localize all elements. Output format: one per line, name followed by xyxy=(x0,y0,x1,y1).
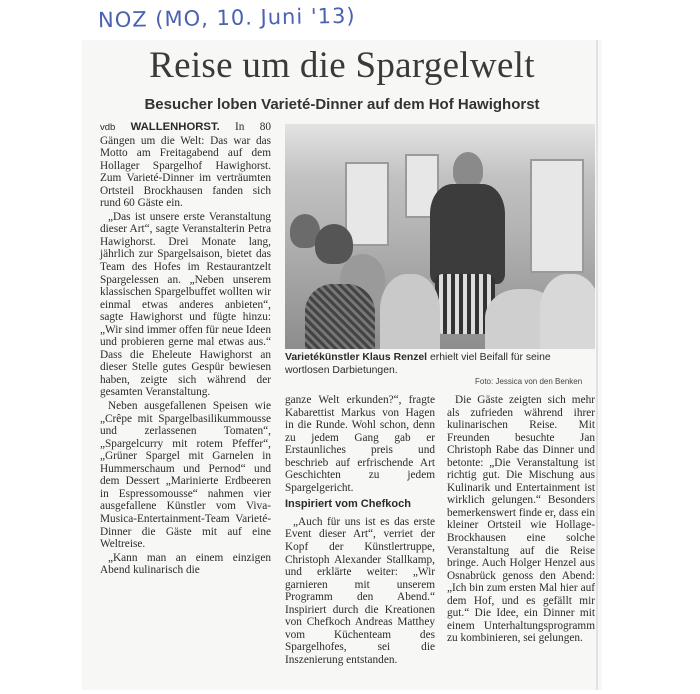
section-subheading: Inspiriert vom Chefkoch xyxy=(285,498,411,511)
lead-paragraph xyxy=(100,121,271,210)
photo-performer-head xyxy=(453,152,483,188)
handwritten-source-note: NOZ (MO, 10. Juni '13) xyxy=(97,3,356,33)
caption-text: erhielt viel Beifall für seine wortlosen Darbietungen. xyxy=(285,352,551,376)
photo-guest xyxy=(380,274,440,349)
paragraph: Die Gäste zeigten sich mehr als zufrieden während ihrer kulinarischen Reise. Mit Freunden besuchte Jan Christoph Rabe das Dinner und betonte: „Die Veranstaltung ist richtig gut. Die Mischung aus Kulinarik und Entertainment ist wirklich gelungen.“ Besonders bemerkenswert finde er, dass ein kleiner Ortsteil wie Hollage-Brockhausen eine solche Veranstaltung auf die Reise bringe. Auch Holger Henzel aus Osnabrück genoss den Abend: „Ich bin zum ersten Mal hier auf dem Hof, und es gefällt mir gut.“ Die Idee, ein Dinner mit einem Unterhaltungsprogramm zu kombinieren, sei gelungen. xyxy=(447,394,595,645)
photo-performer-body xyxy=(430,184,505,284)
city-dateline: WALLENHORST. xyxy=(130,121,220,133)
paragraph: Neben ausgefallenen Speisen wie „Crêpe mit Spargelbasilikummousse und zerlassenen Tomaten“, „Spargelcurry mit rotem Pfeffer“, „Grüner Spargel mit Garnelen in Hummerschaum und Pernod“ und dem Dessert „Marinierte Erdbeeren in Espressomousse“ nahmen vier ausgefallene Künstler vom Viva-Musica-Entertainment-Team Varieté-Dinner die Gäste mit auf eine Weltreise. xyxy=(100,400,271,551)
paragraph: „Das ist unsere erste Veranstaltung dieser Art“, sagte Veranstalterin Petra Hawighorst. Drei Monate lang, jährlich zur Spargelsaison, bietet das Team des Hofes im Restaurantzelt Spargelessen an. „Neben unserem klassischen Spargelbuffet wollten wir einmal etwas anderes anbieten“, sagte Hawighorst und fügte hinzu: „Wir sind immer offen für neue Ideen und probieren gerne mal etwas aus.“ Dass die Eheleute Hawighorst an dieser Stelle gutes Gespür bewiesen haben, zeigte sich während der gesamten Veranstaltung. xyxy=(100,210,271,399)
article-column-3 xyxy=(447,394,595,646)
paragraph: ganze Welt erkunden?“, fragte Kabarettist Markus von Hagen in die Runde. Wohl schon, denn zu jedem Gang gab er Erstaunliches preis und beschrieb auf erfrischende Art Geschichten zu jedem Spargelgericht. xyxy=(285,394,435,494)
article-column-2 xyxy=(285,394,435,667)
article-photo xyxy=(285,124,595,349)
article-headline: Reise um die Spargelwelt xyxy=(149,45,535,86)
lead-text: In 80 Gängen um die Welt: Das war das Motto am Freitagabend auf dem Hollager Spargelhof Hawighorst. Zum Varieté-Dinner im verträumten Ortsteil Brockhausen fanden sich rund 60 Gäste ein. xyxy=(100,121,271,210)
paragraph: „Auch für uns ist es das erste Event dieser Art“, verriet der Kopf der Künstlertruppe, Christoph Alexander Stallkamp, und erklärte weiter: „Wir garnieren mit unserem Programm den Abend.“ Inspiriert durch die Kreationen von Chefkoch Andreas Matthey vom Küchenteam des Spargelhofes, sei die Inszenierung entstanden. xyxy=(285,515,435,666)
photo-window xyxy=(530,159,584,273)
photo-window xyxy=(345,162,389,246)
paragraph: „Kann man an einem einzigen Abend kulinarisch die xyxy=(100,551,271,577)
photo-guest xyxy=(540,274,595,349)
caption-name: Varietékünstler Klaus Renzel xyxy=(285,352,428,363)
article-column-1 xyxy=(100,121,271,578)
photo-credit: Foto: Jessica von den Benken xyxy=(475,377,583,386)
article-subheadline: Besucher loben Varieté-Dinner auf dem Hof Hawighorst xyxy=(144,96,540,113)
clipping-edge xyxy=(596,40,598,690)
photo-guest xyxy=(315,224,353,264)
photo-guest-striped xyxy=(305,284,375,349)
photo-caption xyxy=(285,352,595,377)
author-dateline: vdb xyxy=(100,122,116,133)
